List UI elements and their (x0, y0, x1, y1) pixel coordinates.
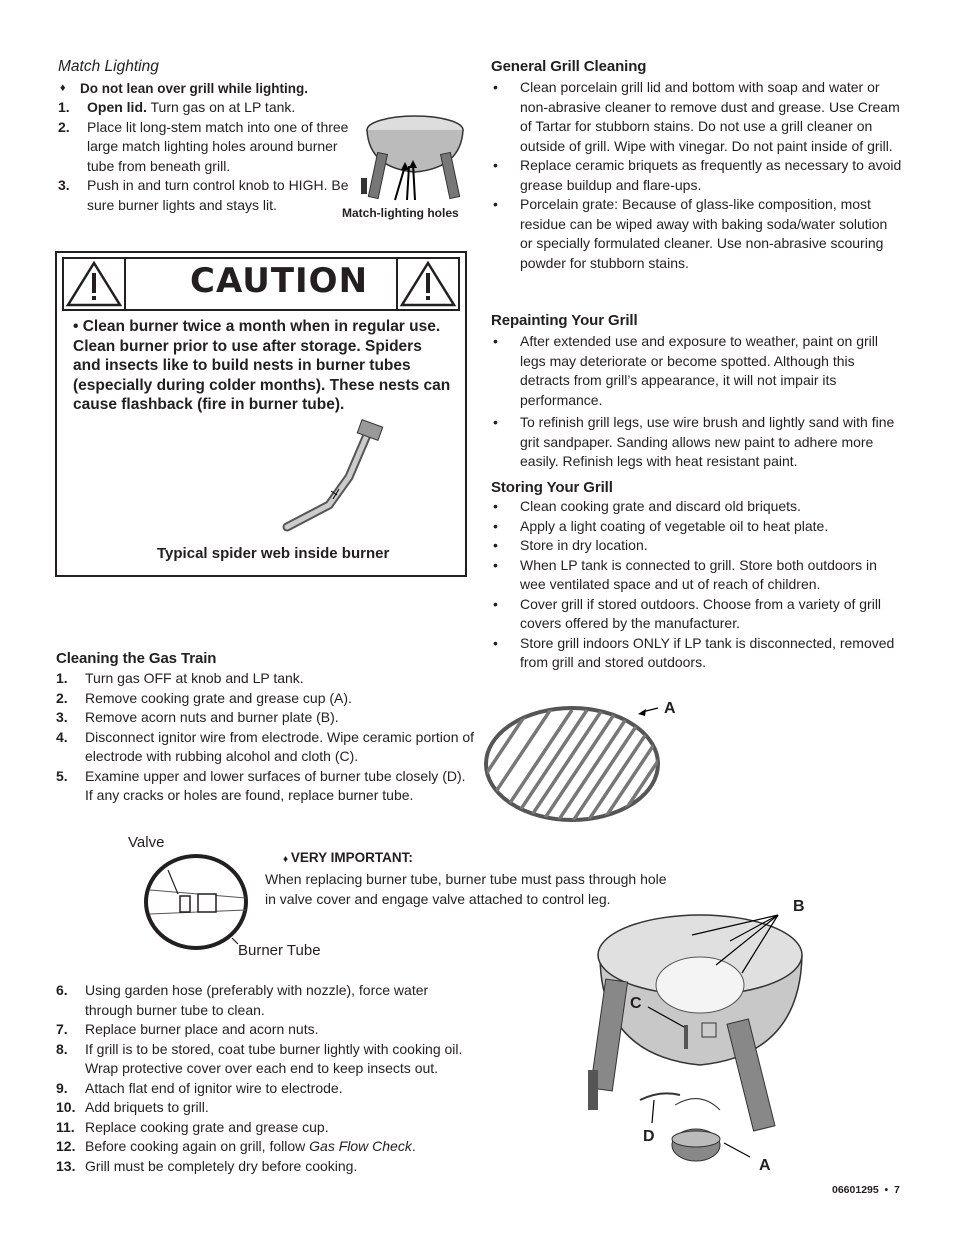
list-item (56, 1079, 476, 1099)
step-bold-text: Open lid. (87, 99, 147, 115)
step-number: 10. (56, 1099, 76, 1115)
warning-triangle-icon (396, 259, 458, 309)
step-number: 7. (56, 1021, 68, 1037)
step-text: Place lit long-stem match into one of three large match lighting holes around burner tube from beneath grill. (87, 118, 349, 174)
list-item (491, 156, 903, 195)
step-text: If grill is to be stored, coat tube burner lightly with cooking oil. Wrap protective cover over each end to keep insects out. (85, 1040, 463, 1076)
list-item-text: Porcelain grate: Because of glass-like composition, most residue can be wiped away with baking soda/water solution or specially formulated cleaner. Use non-abrasive scouring powder for stubborn stains. (520, 196, 888, 271)
bullet-icon: • (493, 333, 498, 349)
match-steps-list (58, 98, 358, 215)
list-item (491, 634, 903, 673)
list-item (56, 981, 476, 1020)
step-number: 5. (56, 767, 68, 784)
label-a-grate: A (664, 700, 676, 717)
repainting-list (491, 332, 903, 472)
match-lighting-figure (355, 108, 475, 208)
step-number: 1. (58, 99, 70, 115)
step-text: Add briquets to grill. (85, 1099, 209, 1115)
step-number: 2. (58, 118, 70, 135)
general-cleaning-title: General Grill Cleaning (491, 58, 647, 75)
list-item (491, 595, 903, 634)
list-item (56, 708, 476, 728)
step-text-after: . (411, 1138, 416, 1154)
list-item-text: When LP tank is connected to grill. Store both outdoors in wee ventilated space and ut of reach of children. (520, 556, 877, 592)
burner-tube-label: Burner Tube (238, 942, 321, 959)
list-item (56, 1157, 476, 1177)
step-number: 1. (56, 670, 68, 686)
step-number: 3. (58, 177, 70, 193)
match-figure-caption: Match-lighting holes (342, 206, 459, 220)
bullet-icon: • (493, 634, 498, 651)
bullet-icon: • (493, 498, 498, 514)
step-text: Examine upper and lower surfaces of burner tube closely (D). If any cracks or holes are found, replace burner tube. (85, 767, 466, 803)
list-item (491, 517, 903, 537)
valve-label: Valve (128, 834, 165, 851)
bullet-icon: • (493, 196, 498, 212)
list-item-text: Clean cooking grate and discard old briquets. (520, 498, 801, 514)
list-item-text: To refinish grill legs, use wire brush and lightly sand with fine grit sandpaper. Sanding allows new paint to adhere more easily. Refinish legs with heat resistant paint. (520, 414, 895, 469)
step-text: Remove acorn nuts and burner plate (B). (85, 709, 339, 725)
list-item (491, 536, 903, 556)
list-item (56, 1020, 476, 1040)
grill-exploded-illustration (580, 895, 820, 1185)
caution-banner (62, 257, 460, 311)
list-item (58, 176, 358, 215)
bullet-icon: • (493, 537, 498, 553)
list-item (491, 332, 903, 410)
warning-triangle-icon (64, 259, 126, 309)
list-item (491, 413, 903, 472)
list-item (56, 767, 476, 806)
label-c: C (630, 995, 642, 1012)
list-item (56, 669, 476, 689)
step-text: Disconnect ignitor wire from electrode. Wipe ceramic portion of electrode with rubbing alcohol and cloth (C). (85, 728, 475, 764)
list-item-text: Cover grill if stored outdoors. Choose from a variety of grill covers offered by the manufacturer. (520, 595, 882, 631)
list-item-text: Store grill indoors ONLY if LP tank is disconnected, removed from grill and stored outdoors. (520, 634, 895, 670)
general-cleaning-list (491, 78, 903, 273)
step-text: Before cooking again on grill, follow (85, 1138, 310, 1154)
list-item-text: Store in dry location. (520, 537, 648, 553)
list-item (56, 1118, 476, 1138)
bullet-icon: • (493, 414, 498, 430)
bullet-icon: • (493, 556, 498, 573)
step-number: 3. (56, 709, 68, 725)
label-b: B (793, 898, 805, 915)
step-text: Replace burner place and acorn nuts. (85, 1021, 319, 1037)
list-item (56, 1098, 476, 1118)
caution-text: • Clean burner twice a month when in regular use. Clean burner prior to use after storage. Spiders and insects like to build nests in burner tubes (especially during colder months). These nests can cause flashback (fire in burner tube). (73, 318, 451, 413)
step-text: Replace cooking grate and grease cup. (85, 1118, 329, 1135)
label-a-grease-cup: A (759, 1157, 771, 1174)
page-footer: 06601295 • 7 (832, 1184, 900, 1196)
caution-figure-caption: Typical spider web inside burner (157, 545, 390, 562)
bullet-icon: • (493, 517, 498, 534)
step-text: Turn gas on at LP tank. (146, 99, 296, 115)
list-item (56, 1040, 476, 1079)
list-item (491, 556, 903, 595)
step-number: 11. (56, 1118, 75, 1135)
step-number: 6. (56, 982, 68, 998)
step-number: 8. (56, 1040, 68, 1057)
very-important-text: When replacing burner tube, burner tube must pass through hole in valve cover and engage valve attached to control leg. (265, 871, 667, 907)
list-item-text: After extended use and exposure to weather, paint on grill legs may deteriorate or become spotted. Although this detracts from grill’s appearance, it will not impair its performance. (520, 333, 879, 408)
step-number: 9. (56, 1079, 68, 1096)
match-lighting-title: Match Lighting (58, 58, 159, 75)
valve-diagram (140, 852, 252, 952)
match-lighting-section (58, 79, 358, 215)
gas-train-steps-continued-list (56, 981, 476, 1176)
bullet-icon: • (493, 79, 498, 95)
diamond-bullet-icon: ♦ (283, 854, 291, 865)
gas-train-steps-list (56, 669, 476, 806)
very-important-title: ♦ VERY IMPORTANT: (283, 850, 413, 865)
storing-list (491, 497, 903, 673)
list-item (56, 728, 476, 767)
list-item-text: Replace ceramic briquets as frequently as necessary to avoid grease buildup and flare-ups. (520, 157, 902, 193)
step-text: Attach flat end of ignitor wire to electrode. (85, 1079, 343, 1096)
cooking-grate-illustration (482, 700, 667, 825)
step-text: Using garden hose (preferably with nozzle), force water through burner tube to clean. (85, 982, 429, 1018)
list-item (491, 195, 903, 273)
gas-train-title: Cleaning the Gas Train (56, 650, 217, 667)
list-item-text: Clean porcelain grill lid and bottom with soap and water or non-abrasive cleaner to remove dust and grease. Use Cream of Tartar for stubborn stains. Do not use a grill cleaner on outside of grill. Wipe with vinegar. Do not paint inside of grill. (520, 79, 900, 154)
caution-box (55, 251, 467, 577)
step-number: 12. (56, 1138, 76, 1154)
diamond-bullet-icon: ♦ (60, 82, 66, 94)
list-item-text: Apply a light coating of vegetable oil to heat plate. (520, 517, 829, 534)
bullet-icon: • (493, 595, 498, 612)
step-number: 13. (56, 1157, 76, 1174)
label-d: D (643, 1128, 655, 1145)
step-text: Turn gas OFF at knob and LP tank. (85, 670, 304, 686)
bullet-icon: • (493, 157, 498, 173)
repainting-title: Repainting Your Grill (491, 312, 638, 329)
list-item (491, 78, 903, 156)
burner-tube-illustration (267, 417, 387, 535)
list-item (56, 1137, 476, 1157)
step-text: Grill must be completely dry before cooking. (85, 1157, 358, 1174)
list-item (56, 689, 476, 709)
caution-title: CAUTION (190, 261, 369, 301)
list-item (491, 497, 903, 517)
step-text: Remove cooking grate and grease cup (A). (85, 689, 352, 706)
grill-bowl-illustration (355, 108, 475, 208)
step-text: Push in and turn control knob to HIGH. Be sure burner lights and stays lit. (87, 177, 349, 213)
list-item (58, 98, 358, 118)
step-number: 2. (56, 689, 68, 706)
list-item (58, 118, 358, 177)
step-number: 4. (56, 728, 68, 745)
match-warning: ♦ Do not lean over grill while lighting. (60, 81, 309, 96)
storing-title: Storing Your Grill (491, 479, 613, 496)
step-italic-text: Gas Flow Check (309, 1138, 412, 1154)
